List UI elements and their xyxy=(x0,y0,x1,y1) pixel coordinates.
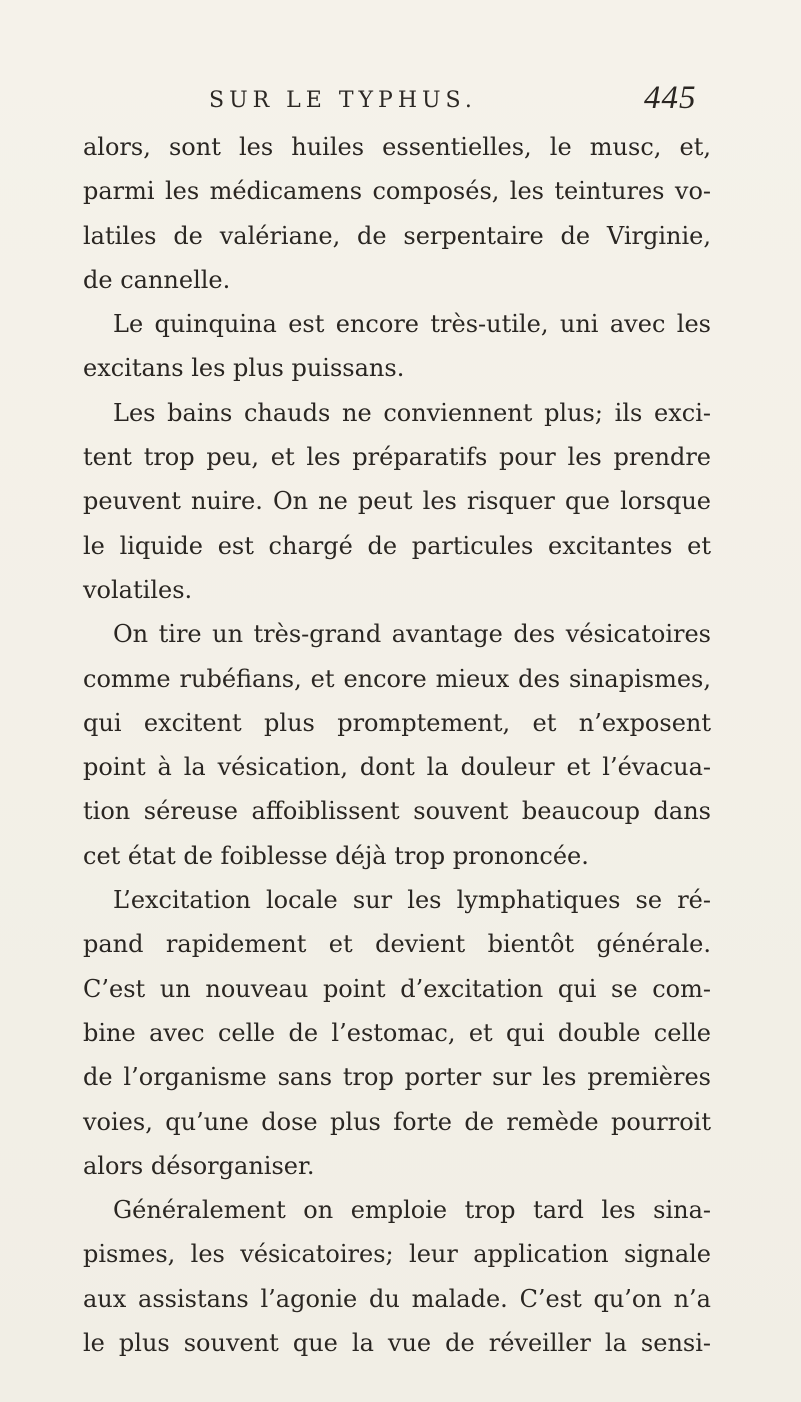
text-line: tent trop peu, et les préparatifs pour les prendre xyxy=(83,443,711,472)
text-line: pand rapidement et devient bientôt générale. xyxy=(83,930,711,959)
text-line: parmi les médicamens composés, les teintures vo- xyxy=(83,177,711,206)
text-line: tion séreuse affoiblissent souvent beaucoup dans xyxy=(83,797,711,826)
text-line: point à la vésication, dont la douleur et l’évacua- xyxy=(83,753,711,782)
text-line: alors désorganiser. xyxy=(83,1151,315,1180)
text-line: pismes, les vésicatoires; leur application signale xyxy=(83,1240,711,1269)
text-line: Généralement on emploie trop tard les sina- xyxy=(113,1196,711,1225)
text-line: comme rubéfians, et encore mieux des sinapismes, xyxy=(83,664,711,693)
text-line: bine avec celle de l’estomac, et qui double celle xyxy=(83,1018,711,1047)
text-line: Les bains chauds ne conviennent plus; ils exci- xyxy=(113,398,711,427)
text-line: cet état de foiblesse déjà trop prononcée. xyxy=(83,841,589,870)
text-line: le plus souvent que la vue de réveiller la sensi- xyxy=(83,1329,711,1358)
text-line: de cannelle. xyxy=(83,265,231,294)
text-line: alors, sont les huiles essentielles, le musc, et, xyxy=(83,133,711,161)
body-text xyxy=(83,125,711,1365)
text-line: L’excitation locale sur les lymphatiques se ré- xyxy=(113,886,711,915)
text-line: le liquide est chargé de particules excitantes et xyxy=(83,531,711,560)
text-line: voies, qu’une dose plus forte de remède pourroit xyxy=(83,1107,711,1136)
page-number: 445 xyxy=(644,80,697,116)
text-line: peuvent nuire. On ne peut les risquer que lorsque xyxy=(83,487,711,516)
text-line: C’est un nouveau point d’excitation qui se com- xyxy=(83,974,711,1003)
text-line: aux assistans l’agonie du malade. C’est qu’on n’a xyxy=(83,1284,711,1313)
text-line: de l’organisme sans trop porter sur les premières xyxy=(83,1063,711,1092)
text-line: On tire un très-grand avantage des vésicatoires xyxy=(113,620,711,649)
text-line: excitans les plus puissans. xyxy=(83,354,405,383)
text-line: qui excitent plus promptement, et n’exposent xyxy=(83,708,711,737)
text-line: latiles de valériane, de serpentaire de Virginie, xyxy=(83,221,711,250)
running-head: SUR LE TYPHUS. xyxy=(209,88,477,113)
page-header xyxy=(0,80,801,124)
text-line: Le quinquina est encore très-utile, uni avec les xyxy=(113,310,711,339)
text-line: volatiles. xyxy=(83,575,193,604)
